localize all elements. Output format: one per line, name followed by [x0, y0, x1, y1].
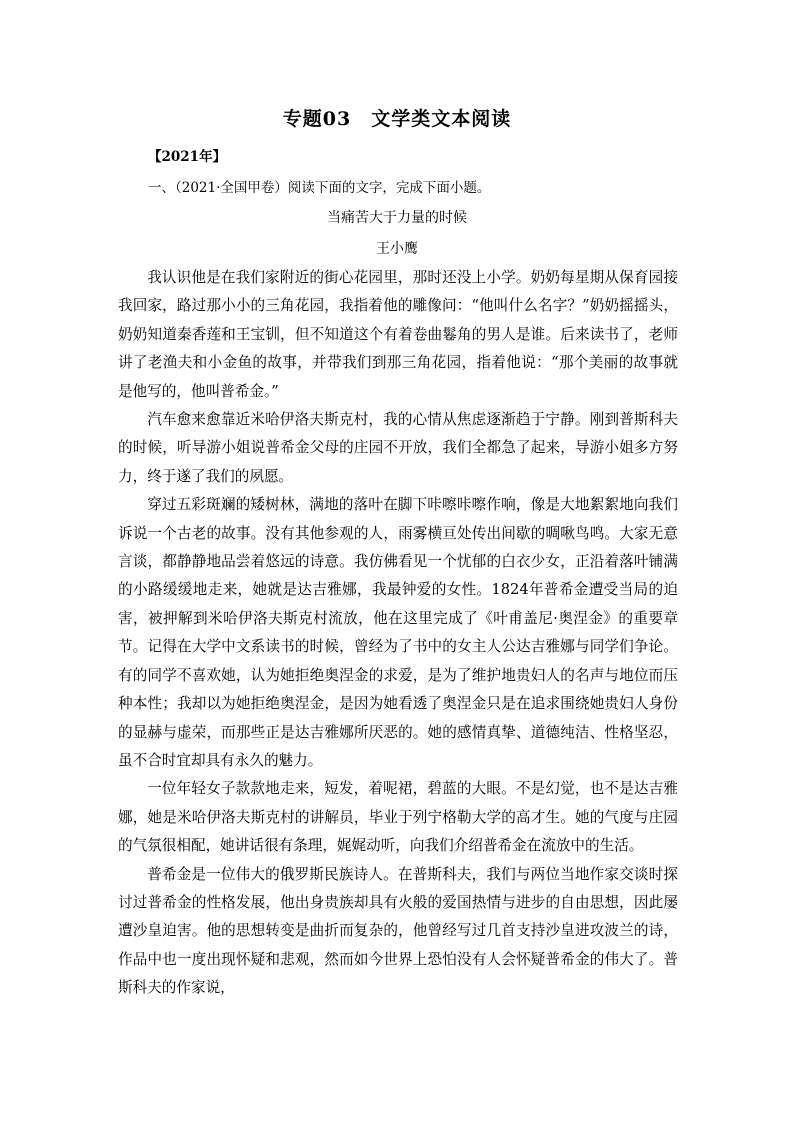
paragraph-2: 汽车愈来愈靠近米哈伊洛夫斯克村，我的心情从焦虑逐渐趋于宁静。刚到普斯科夫的时候，听导游小姐说普希金父母的庄园不开放，我们全都急了起来，导游小姐多方努力，终于遂了我们的夙愿。 [118, 411, 678, 485]
paragraph-3: 穿过五彩斑斓的矮树林，满地的落叶在脚下咔嚓咔嚓作响，像是大地絮絮地向我们诉说一个古老的故事。没有其他参观的人，雨雾横亘处传出间歇的啁啾鸟鸣。大家无意言谈，都静静地品尝着悠远的诗意。我仿佛看见一个忧郁的白衣少女，正沿着落叶铺满的小路缓缓地走来，她就是达吉雅娜，我最钟爱的女性。1824年普希金遭受当局的迫害，被押解到米哈伊洛夫斯克村流放，他在这里完成了《叶甫盖尼·奥涅金》的重要章节。记得在大学中文系读书的时候，曾经为了书中的女主人公达吉雅娜与同学们争论。有的同学不喜欢她，认为她拒绝奥涅金的求爱，是为了维护地贵妇人的名声与地位而压种本性；我却以为她拒绝奥涅金，是因为她看透了奥涅金只是在追求围绕她贵妇人身份的显赫与虚荣，而那些正是达吉雅娜所厌恶的。她的感情真挚、道德纯洁、性格坚忍，虽不合时宜却具有永久的魅力。 [118, 496, 678, 769]
article-title: 当痛苦大于力量的时候 [327, 210, 467, 226]
article-body [118, 264, 678, 1003]
paragraph-1: 我认识他是在我们家附近的街心花园里，那时还没上小学。奶奶每星期从保育园接我回家，路过那小小的三角花园，我指着他的雕像问：“他叫什么名字？”奶奶摇摇头，奶奶知道秦香莲和王宝钏，但不知道这个有着卷曲鬈角的男人是谁。后来读书了，老师讲了老渔夫和小金鱼的故事，并带我们到那三角花园，指着他说：“那个美丽的故事就是他写的，他叫普希金。” [118, 269, 678, 400]
year-tag: 【2021年】 [148, 149, 227, 165]
paragraph-4: 一位年轻女子款款地走来，短发，着呢裙，碧蓝的大眼。不是幻觉，也不是达吉雅娜，她是米哈伊洛夫斯克村的讲解员，毕业于列宁格勒大学的高才生。她的气度与庄园的气氛很相配，她讲话很有条理，娓娓动听，向我们介绍普希金在流放中的生活。 [118, 780, 678, 855]
paragraph-5: 普希金是一位伟大的俄罗斯民族诗人。在普斯科夫，我们与两位当地作家交谈时探讨过普希金的性格发展，他出身贵族却具有火般的爱国热情与进步的自由思想，因此屡遭沙皇迫害。他的思想转变是曲折而复杂的，他曾经写过几首支持沙皇进攻波兰的诗，作品中也一度出现怀疑和悲观，然而如今世界上恐怕没有人会怀疑普希金的伟大了。普斯科夫的作家说， [118, 865, 678, 997]
question-intro: 一、（2021·全国甲卷）阅读下面的文字，完成下面小题。 [148, 180, 491, 196]
article-author: 王小鹰 [376, 241, 418, 257]
page-title: 专题03 文学类文本阅读 [282, 108, 512, 130]
